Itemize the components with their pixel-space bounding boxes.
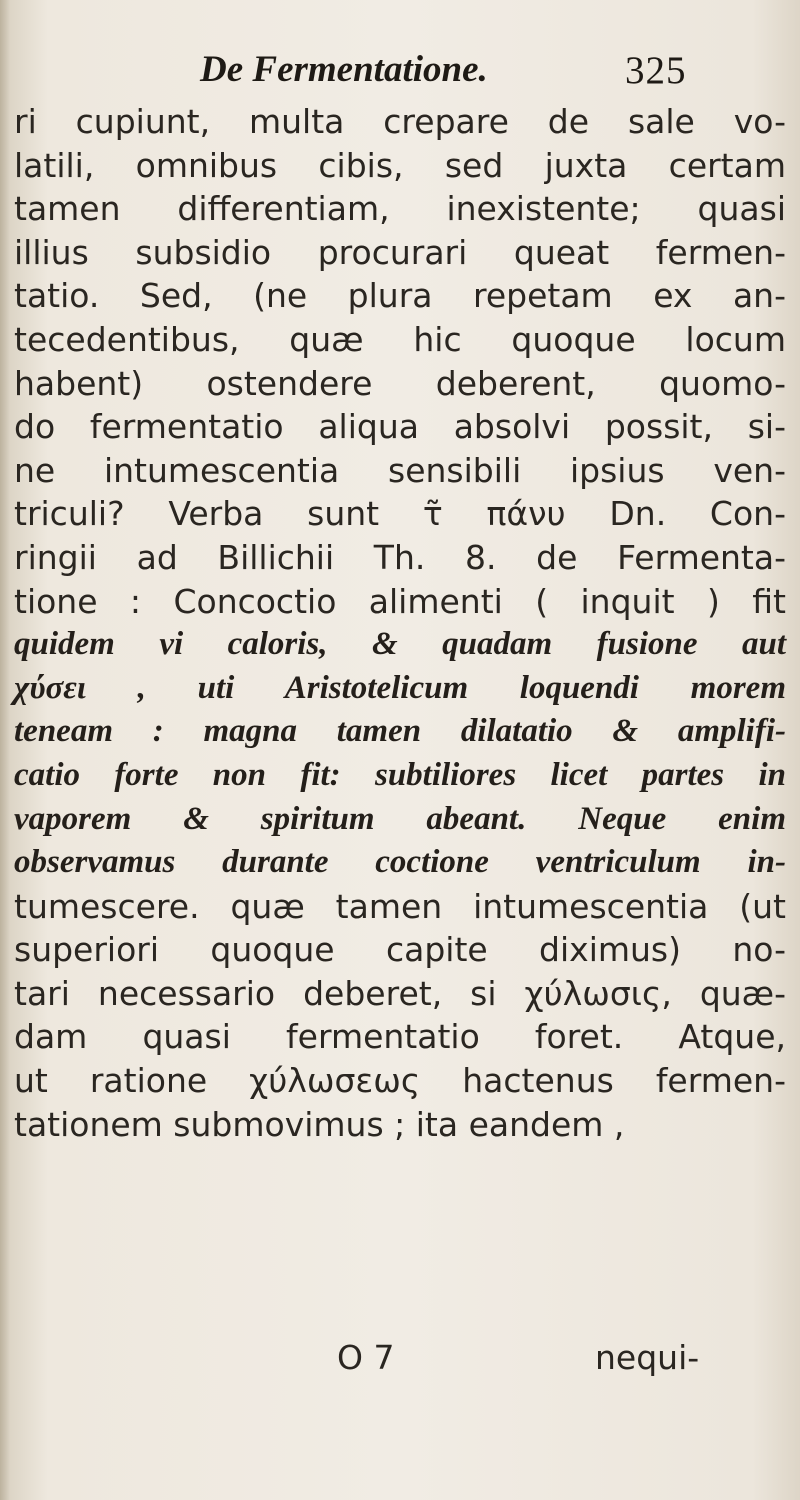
text-line: ri cupiunt, multa crepare de sale vo- bbox=[14, 102, 786, 141]
italic-text-line: vaporem & spiritum abeant. Neque enim bbox=[14, 800, 786, 837]
italic-text-line: observamus durante coctione ventriculum in- bbox=[14, 844, 786, 881]
page-footer bbox=[0, 1338, 800, 1384]
page-gutter-shadow bbox=[0, 0, 10, 1500]
page-header bbox=[200, 48, 720, 98]
italic-text-line: quidem vi caloris, & quadam fusione aut bbox=[14, 626, 786, 663]
text-line: tione : Concoctio alimenti ( inquit ) fit bbox=[14, 581, 786, 621]
text-line: do fermentatio aliqua absolvi possit, si- bbox=[14, 407, 786, 447]
text-line: ne intumescentia sensibili ipsius ven- bbox=[14, 450, 786, 490]
text-line: tumescere. quæ tamen intumescentia (ut bbox=[14, 886, 786, 926]
text-line: ut ratione χύλωσεως hactenus fermen- bbox=[14, 1061, 786, 1101]
italic-text-line: catio forte non fit: subtiliores licet partes in bbox=[14, 756, 786, 793]
catchword: nequi- bbox=[595, 1338, 700, 1377]
text-line: habent) ostendere deberent, quomo- bbox=[14, 363, 786, 403]
signature-mark: O 7 bbox=[337, 1338, 395, 1377]
running-title: De Fermentatione. bbox=[200, 49, 488, 90]
text-line: tamen differentiam, inexistente; quasi bbox=[14, 189, 786, 229]
text-line: latili, omnibus cibis, sed juxta certam bbox=[14, 145, 786, 185]
italic-text-line: teneam : magna tamen dilatatio & amplifi- bbox=[14, 713, 786, 750]
text-line: tecedentibus, quæ hic quoque locum bbox=[14, 319, 786, 359]
italic-text-line: χύσει , uti Aristotelicum loquendi morem bbox=[14, 669, 786, 706]
text-line: superiori quoque capite diximus) no- bbox=[14, 930, 786, 970]
body-text bbox=[14, 100, 786, 1146]
text-line: tari necessario deberet, si χύλωσις, quæ- bbox=[14, 973, 786, 1013]
page-number: 325 bbox=[625, 49, 687, 92]
text-line: ringii ad Billichii Th. 8. de Fermenta- bbox=[14, 537, 786, 577]
text-line: tationem submovimus ; ita eandem , bbox=[14, 1104, 625, 1144]
text-line: tatio. Sed, (ne plura repetam ex an- bbox=[14, 276, 786, 316]
text-line: illius subsidio procurari queat fermen- bbox=[14, 232, 786, 272]
text-line: dam quasi fermentatio foret. Atque, bbox=[14, 1017, 786, 1057]
text-line: triculi? Verba sunt τ̃ πάνυ Dn. Con- bbox=[14, 494, 786, 534]
